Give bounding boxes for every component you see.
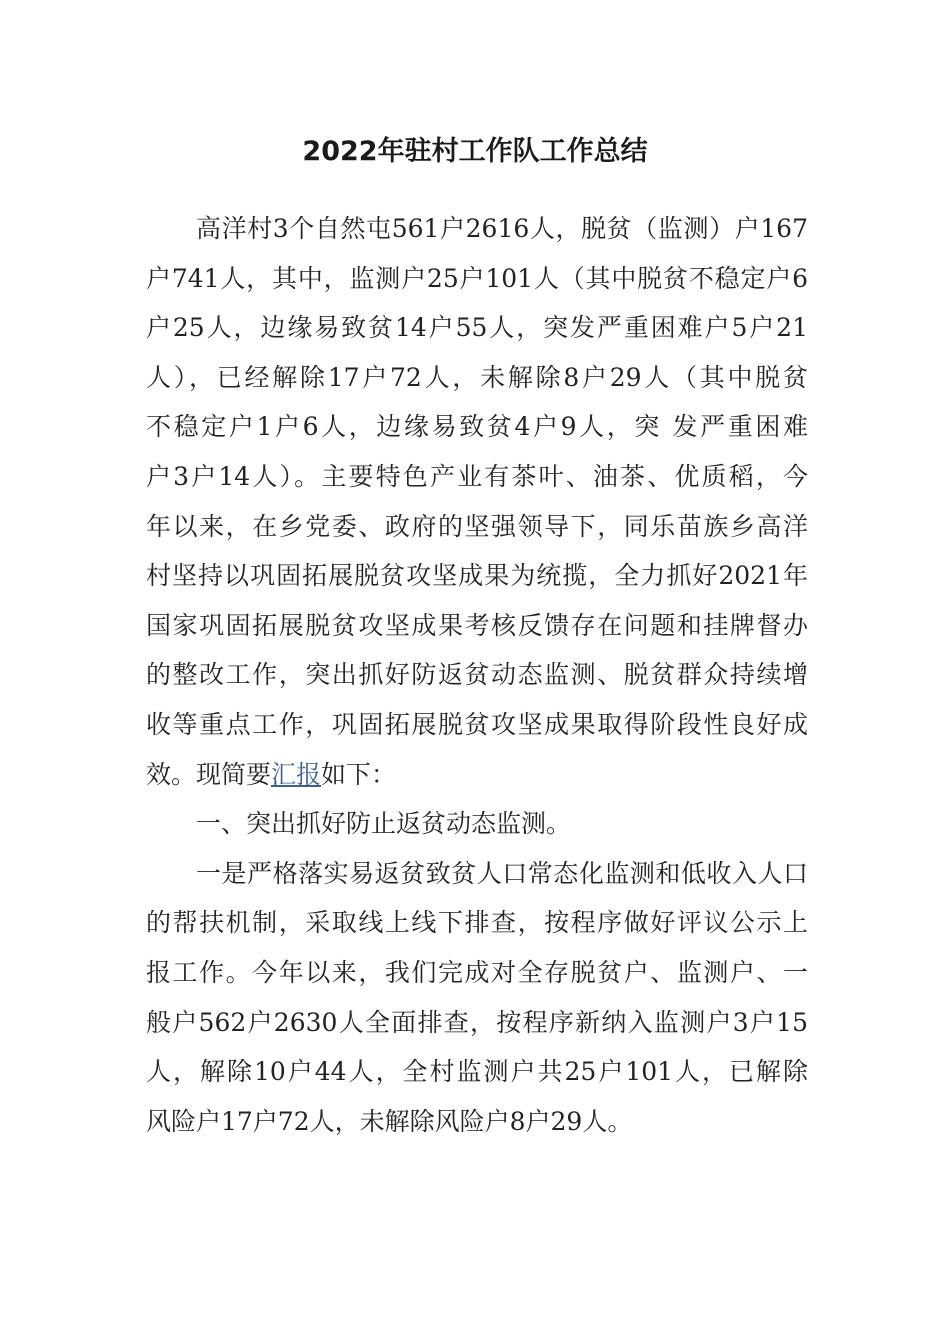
text-line: 户3户14人）。主要特色产业有茶叶、油茶、优质稻，今 [146, 461, 808, 491]
document-title: 2022年驻村工作队工作总结 [302, 136, 648, 167]
text-line: 般户562户2630人全面排查，按程序新纳入监测户3户15 [146, 1007, 808, 1037]
document-body [146, 204, 808, 1146]
text-line: 一、突出抓好防止返贫动态监测。 [196, 809, 572, 839]
report-link[interactable]: 汇报 [271, 759, 322, 789]
text-line: 高洋村3个自然屯561户2616人，脱贫（监测）户167 [196, 214, 808, 243]
text-line-last [146, 750, 808, 800]
text-line: 户741人，其中，监测户25户101人（其中脱贫不稳定户6 [146, 263, 808, 293]
text-line: 的整改工作，突出抓好防返贫动态监测、脱贫群众持续增 [146, 660, 808, 690]
text-line: 报工作。今年以来，我们完成对全存脱贫户、监测户、一 [146, 957, 808, 987]
text-line: 不稳定户1户6人，边缘易致贫4户9人，突 发严重困难 [146, 412, 808, 442]
text-line: 年以来，在乡党委、政府的坚强领导下，同乐苗族乡高洋 [146, 511, 808, 541]
monitoring-paragraph [146, 849, 808, 1147]
text-line: 国家巩固拓展脱贫攻坚成果考核反馈存在问题和挂牌督办 [146, 610, 808, 640]
text-fragment: 效。现简要 [146, 759, 272, 789]
text-line: 村坚持以巩固拓展脱贫攻坚成果为统揽，全力抓好2021年 [146, 561, 808, 591]
text-line: 人，解除10户44人，全村监测户共25户101人，已解除 [146, 1057, 808, 1087]
text-line: 一是严格落实易返贫致贫人口常态化监测和低收入人口 [196, 858, 808, 888]
text-line: 收等重点工作，巩固拓展脱贫攻坚成果取得阶段性良好成 [146, 709, 808, 739]
text-fragment: 如下： [321, 759, 397, 789]
text-line: 户25人，边缘易致贫14户55人，突发严重困难户5户21 [146, 313, 808, 343]
text-line: 的帮扶机制，采取线上线下排查，按程序做好评议公示上 [146, 908, 808, 938]
intro-paragraph [146, 204, 808, 799]
section-heading [146, 799, 808, 849]
text-line: 人），已经解除17户72人，未解除8户29人（其中脱贫 [146, 362, 808, 392]
text-line: 风险户17户72人，未解除风险户8户29人。 [146, 1106, 633, 1136]
